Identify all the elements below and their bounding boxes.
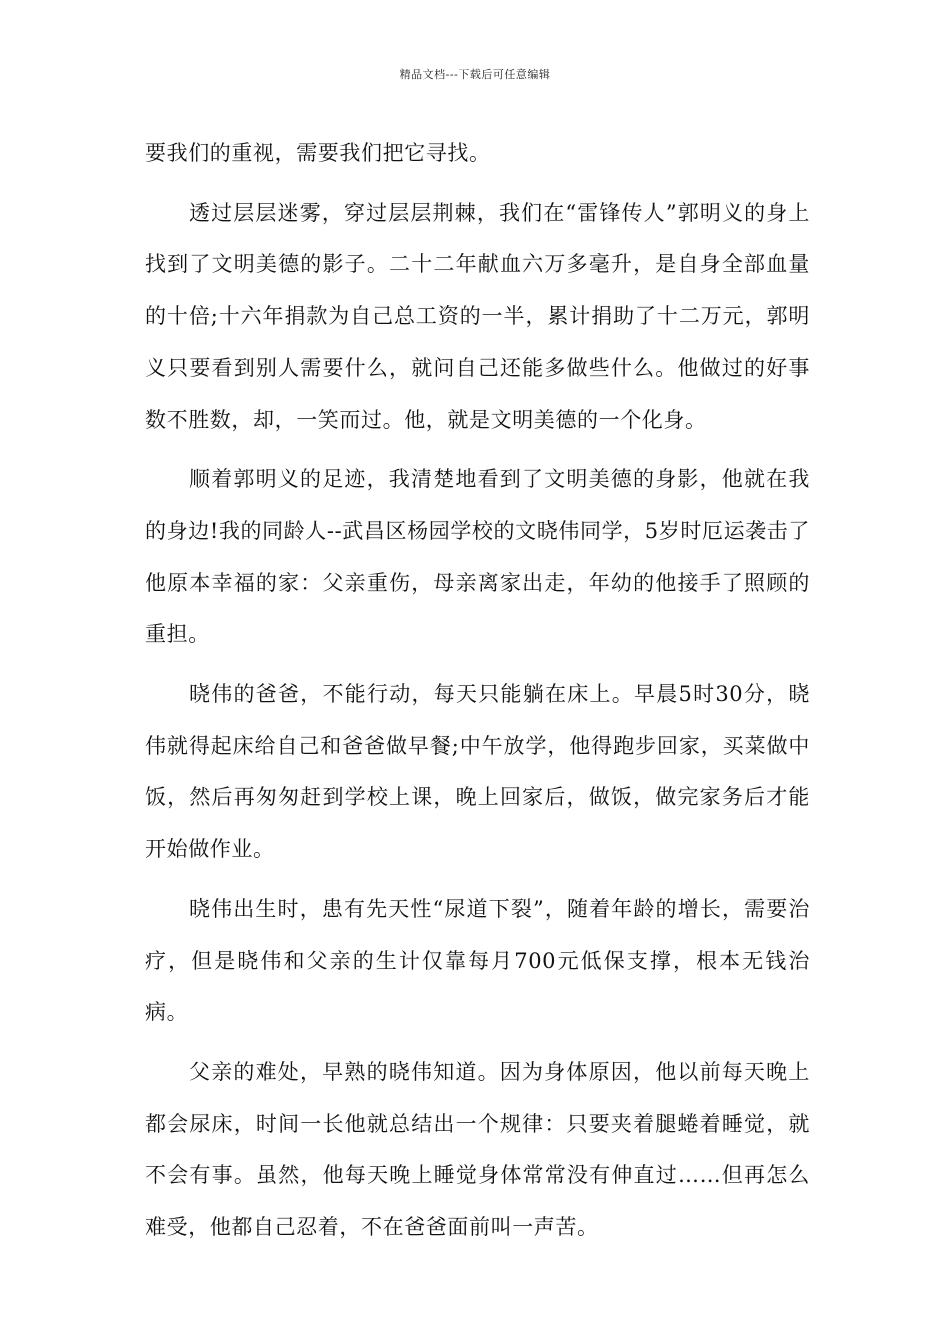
- paragraph-5: 晓伟出生时，患有先天性“尿道下裂”，随着年龄的增长，需要治疗，但是晓伟和父亲的生计仅靠每月700元低保支撑，根本无钱治病。: [145, 896, 810, 1025]
- paragraph-4: 晓伟的爸爸，不能行动，每天只能躺在床上。早晨5时30分，晓伟就得起床给自己和爸爸做早餐;中午放学，他得跑步回家，买菜做中饭，然后再匆匆赶到学校上课，晚上回家后，做饭，做完家务后才能开始做作业。: [145, 682, 810, 862]
- document-body: [145, 128, 810, 1262]
- paragraph-6: 父亲的难处，早熟的晓伟知道。因为身体原因，他以前每天晚上都会尿床，时间一长他就总结出一个规律：只要夹着腿蜷着睡觉，就不会有事。虽然，他每天晚上睡觉身体常常没有伸直过……但再怎么难受，他都自己忍着，不在爸爸面前叫一声苦。: [145, 1059, 810, 1240]
- paragraph-3: 顺着郭明义的足迹，我清楚地看到了文明美德的身影，他就在我的身边!我的同龄人--武昌区杨园学校的文晓伟同学，5岁时厄运袭击了他原本幸福的家：父亲重伤，母亲离家出走，年幼的他接手了照顾的重担。: [145, 467, 810, 647]
- paragraph-1: 要我们的重视，需要我们把它寻找。: [145, 141, 491, 165]
- page-header: 精品文档---下载后可任意编辑: [399, 68, 551, 81]
- paragraph-2: 透过层层迷雾，穿过层层荆棘，我们在“雷锋传人”郭明义的身上找到了文明美德的影子。二十二年献血六万多毫升，是自身全部血量的十倍;十六年捐款为自己总工资的一半，累计捐助了十二万元，郭明义只要看到别人需要什么，就问自己还能多做些什么。他做过的好事数不胜数，却，一笑而过。他，就是文明美德的一个化身。: [145, 200, 810, 432]
